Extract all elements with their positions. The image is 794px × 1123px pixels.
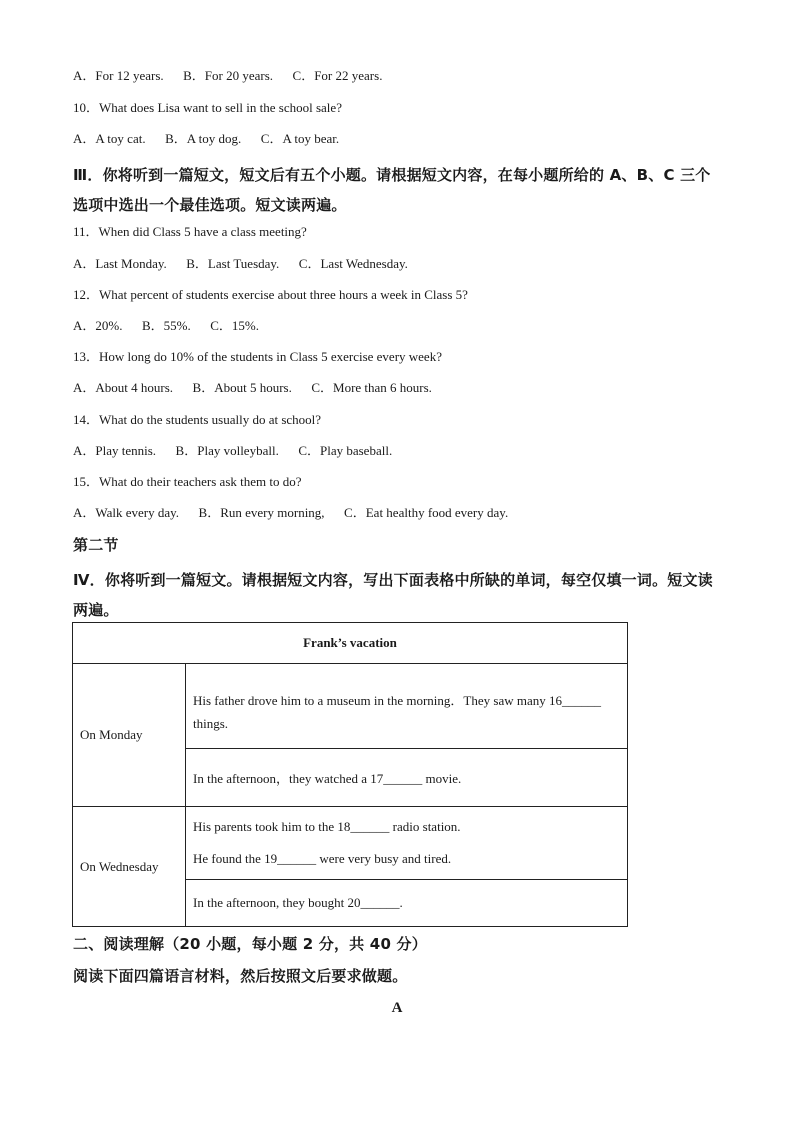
q14-question: 14．What do the students usually do at school? bbox=[73, 412, 322, 427]
table-title: Frank’s vacation bbox=[73, 623, 628, 664]
q11-question: 11．When did Class 5 have a class meeting? bbox=[73, 224, 307, 239]
monday-morning-line2: things. bbox=[193, 716, 229, 731]
monday-morning-line1: His father drove him to a museum in the morning．They saw many 16______ bbox=[193, 693, 601, 708]
q10-options: A．A toy cat. B．A toy dog. C．A toy bear. bbox=[73, 131, 340, 146]
monday-morning-cell bbox=[186, 664, 628, 749]
q13-question: 13．How long do 10% of the students in Class 5 exercise every week? bbox=[73, 349, 442, 364]
wednesday-afternoon-cell: In the afternoon, they bought 20______. bbox=[186, 880, 628, 927]
q11-options: A．Last Monday. B．Last Tuesday. C．Last Wednesday. bbox=[73, 256, 408, 271]
section4-heading: Ⅳ．你将听到一篇短文。请根据短文内容，写出下面表格中所缺的单词，每空仅填一词。短文读两遍。 bbox=[73, 571, 713, 619]
wednesday-line1: His parents took him to the 18______ radio station. bbox=[193, 819, 461, 834]
wednesday-line2: He found the 19______ were very busy and tired. bbox=[193, 851, 452, 866]
section3-heading: Ⅲ．你将听到一篇短文，短文后有五个小题。请根据短文内容，在每小题所给的 A、B、C 三个选项中选出一个最佳选项。短文读两遍。 bbox=[73, 166, 711, 214]
q15-question: 15．What do their teachers ask them to do? bbox=[73, 474, 302, 489]
wednesday-label: On Wednesday bbox=[73, 807, 186, 927]
q12-options: A．20%. B．55%. C．15%. bbox=[73, 318, 259, 333]
q14-options: A．Play tennis. B．Play volleyball. C．Play baseball. bbox=[73, 443, 393, 458]
wednesday-morning-cell bbox=[186, 807, 628, 880]
monday-afternoon-cell: In the afternoon，they watched a 17______ movie. bbox=[186, 749, 628, 807]
part2-label: 第二节 bbox=[73, 536, 119, 554]
q12-question: 12．What percent of students exercise about three hours a week in Class 5? bbox=[73, 287, 468, 302]
q13-options: A．About 4 hours. B．About 5 hours. C．More than 6 hours. bbox=[73, 380, 432, 395]
reading-heading: 二、阅读理解（20 小题，每小题 2 分，共 40 分） bbox=[73, 935, 427, 953]
q9-options: A．For 12 years. B．For 20 years. C．For 22 years. bbox=[73, 68, 383, 83]
passage-label: A bbox=[391, 1000, 403, 1016]
monday-label: On Monday bbox=[73, 664, 186, 807]
reading-instruction: 阅读下面四篇语言材料，然后按照文后要求做题。 bbox=[73, 967, 408, 985]
q15-options: A．Walk every day. B．Run every morning, C．Eat healthy food every day. bbox=[73, 505, 509, 520]
vacation-table bbox=[72, 622, 628, 927]
q10-question: 10．What does Lisa want to sell in the school sale? bbox=[73, 100, 342, 115]
